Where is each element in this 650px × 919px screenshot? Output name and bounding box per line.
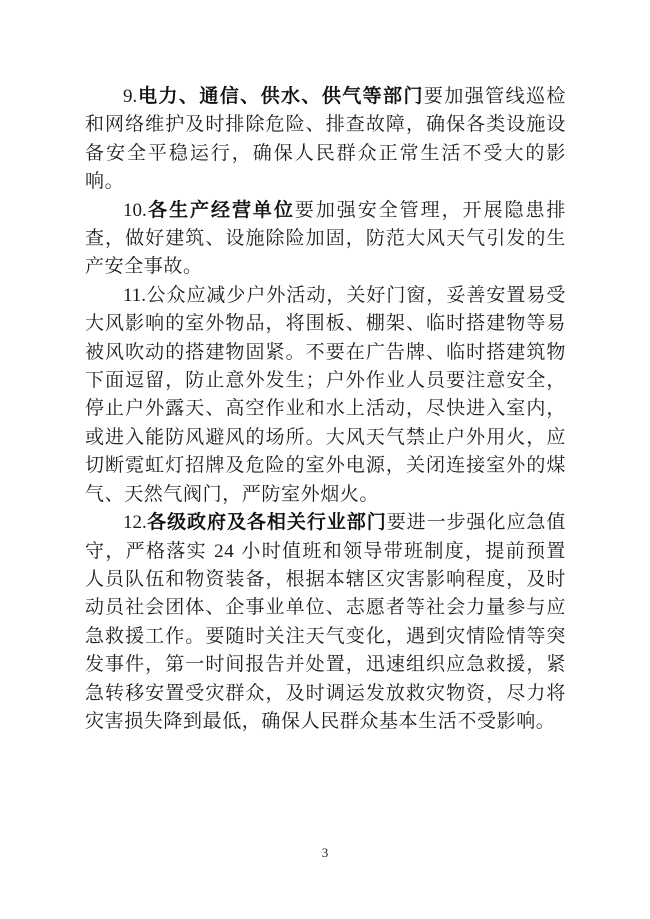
paragraph-bold-lead: 各级政府及各相关行业部门 [146,512,387,534]
paragraph-text: 要加强安全管理，开展隐患排查，做好建筑、设施除险加固，防范大风天气引发的生产安全事故。 [85,199,567,278]
paragraph-number: 10. [123,199,147,221]
paragraph [85,197,566,282]
paragraph-text: 要加强管线巡检和网络维护及时排除危险、排查故障，确保各类设施设备安全平稳运行，确保人民群众正常生活不受大的影响。 [85,86,567,193]
paragraph-text: 公众应减少户外活动，关好门窗，妥善安置易受大风影响的室外物品，将围板、棚架、临时搭建物等易被风吹动的搭建物固紧。不要在广告牌、临时搭建筑物下面逗留，防止意外发生；户外作业人员要注意安全，停止户外露天、高空作业和水上活动，尽快进入室内，或进入能防风避风的场所。大风天气禁止户外用火，应切断霓虹灯招牌及危险的室外电源，关闭连接室外的煤气、天然气阀门，严防室外烟火。 [85,284,566,505]
paragraph-bold-lead: 电力、通信、供水、供气等部门 [137,86,424,107]
document-body [85,83,566,736]
page-number: 3 [321,845,329,860]
paragraph-number: 11. [123,284,147,306]
paragraph [85,83,566,197]
paragraph [85,282,566,509]
paragraph-number: 12. [123,512,147,534]
paragraph-number: 9. [123,86,138,107]
paragraph [85,509,566,736]
paragraph-text: 要进一步强化应急值守，严格落实 24 小时值班和领导带班制度，提前预置人员队伍和物资装备，根据本辖区灾害影响程度，及时动员社会团体、企事业单位、志愿者等社会力量参与应急救援工作。要随时关注天气变化，遇到灾情险情等突发事件，第一时间报告并处置，迅速组织应急救援，紧急转移安置受灾群众，及时调运发放救灾物资，尽力将灾害损失降到最低，确保人民群众基本生活不受影响。 [85,512,566,732]
paragraph-bold-lead: 各生产经营单位 [146,199,295,221]
